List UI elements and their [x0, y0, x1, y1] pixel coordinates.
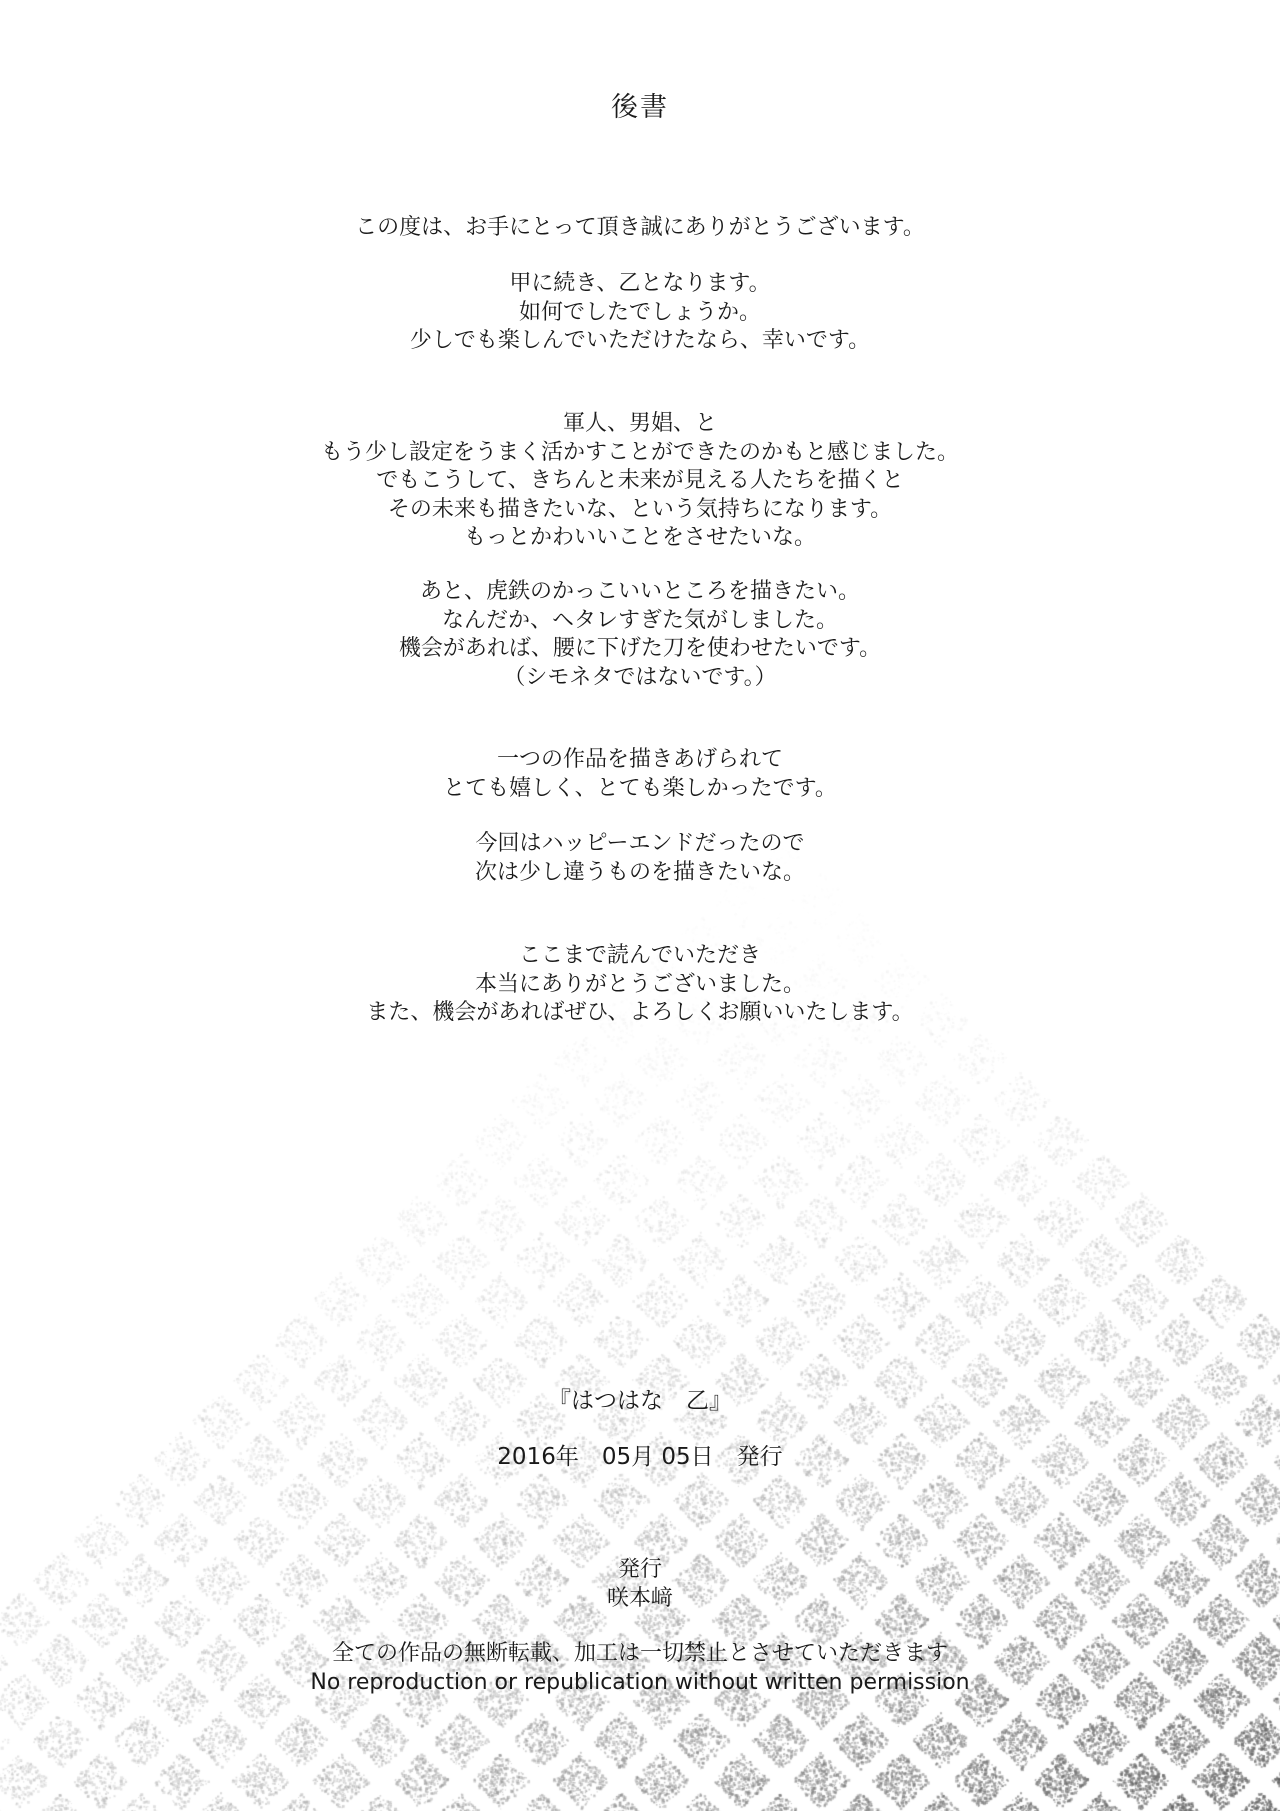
colophon-date: [0, 1443, 1280, 1472]
text-line: （シモネタではないです。）: [503, 664, 777, 690]
text-line: 一つの作品を描きあげられて: [496, 747, 783, 772]
copyright-notice: [0, 1640, 1280, 1697]
text-line: 機会があれば、腰に下げた刀を使わせたいです。: [398, 636, 882, 661]
colophon-publisher: [0, 1556, 1280, 1613]
text-line: もう少し設定をうまく活かすことができたのかもと感じました。: [320, 439, 959, 465]
text-line: 本当にありがとうございました。: [474, 971, 805, 997]
text-line: この度は、お手にとって頂き誠にありがとうございます。: [355, 215, 925, 240]
paragraph-kotetsu: [0, 578, 1280, 692]
text-line: とても嬉しく、とても楽しかったです。: [443, 775, 837, 801]
paragraph-sequel: [0, 270, 1280, 356]
text-line: また、機会があればぜひ、よろしくお願いいたします。: [366, 1000, 914, 1025]
paragraph-next: [0, 830, 1280, 887]
text-line: ここまで読んでいただき: [518, 943, 761, 968]
text-line: その未来も描きたいな、という気持ちになります。: [387, 496, 893, 522]
book-title: 『はつはな 乙』: [548, 1388, 732, 1414]
notice-japanese: 全ての作品の無断転載、加工は一切禁止とさせていただきます: [331, 1641, 948, 1666]
publication-date: 2016年 05月 05日 発行: [497, 1444, 783, 1470]
text-line: でもこうして、きちんと未来が見える人たちを描くと: [376, 468, 904, 493]
publisher-label: 発行: [617, 1557, 662, 1582]
text-line: なんだか、ヘタレすぎた気がしました。: [441, 607, 838, 633]
text-line: 今回はハッピーエンドだったので: [475, 831, 805, 856]
text-line: あと、虎鉄のかっこいいところを描きたい。: [419, 579, 860, 604]
notice-english: No reproduction or republication without written permission: [310, 1669, 970, 1695]
paragraph-setting: [0, 410, 1280, 553]
paragraph-finished: [0, 746, 1280, 803]
page-title: 後書: [611, 92, 669, 123]
text-line: 如何でしたでしょうか。: [518, 299, 761, 325]
paragraph-thanks: [0, 214, 1280, 243]
colophon-book-title: [0, 1387, 1280, 1416]
text-line: もっとかわいいことをさせたいな。: [463, 525, 816, 550]
paragraph-closing: [0, 942, 1280, 1028]
publisher-name: 咲本﨑: [606, 1585, 673, 1611]
text-line: 次は少し違うものを描きたいな。: [474, 859, 805, 885]
text-line: 軍人、男娼、と: [562, 411, 717, 436]
text-line: 甲に続き、乙となります。: [509, 271, 771, 296]
text-line: 少しでも楽しんでいただけたなら、幸いです。: [409, 328, 871, 353]
